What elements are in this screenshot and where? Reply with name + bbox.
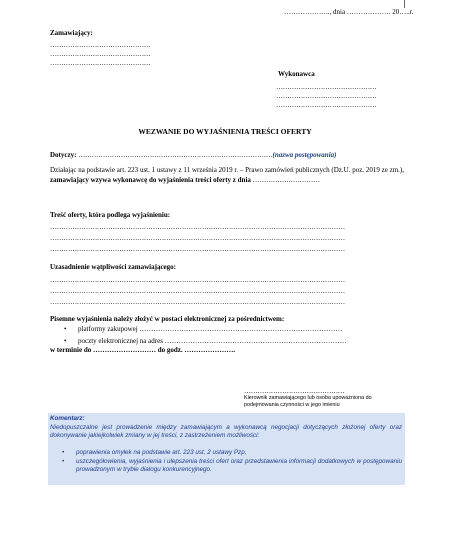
- comment-heading: Komentarz:: [50, 415, 85, 422]
- offer-content-line: ……………………………………………………………………………………………………………………: [50, 223, 345, 231]
- doubts-line: ……………………………………………………………………………………………………………………: [50, 298, 345, 306]
- list-item: • platformy zakupowej ……………………………………………………………………………: [60, 325, 347, 334]
- ordering-party-line: ………………………………………: [50, 59, 151, 67]
- offer-content-label: Treść oferty, która podlega wyjaśnieniu:: [50, 211, 171, 219]
- offer-content-line: ……………………………………………………………………………………………………………………: [50, 245, 345, 253]
- offer-date-dots: …………………………: [252, 175, 320, 184]
- intro-paragraph: [50, 166, 404, 185]
- concerns-label: Dotyczy:: [50, 151, 77, 159]
- concerns-dots: ……………………………………………………………………………: [78, 151, 273, 159]
- comment-list: [52, 449, 402, 475]
- document-title: WEZWANIE DO WYJAŚNIENIA TREŚCI OFERTY: [138, 127, 312, 136]
- list-item: • uszczegółowienia, wyjaśnienia i ulepszenia treści ofert oraz przedstawienia informacji dodatkowych w postępowaniu prowadzonym w trybie dialogu konkurencyjnego.: [58, 458, 402, 474]
- list-item: • poprawienia omyłek na podstawie art. 223 ust. 2 ustawy Pzp,: [58, 449, 402, 457]
- signature-dots: ………………………………………: [244, 387, 345, 395]
- written-explanations-label: Pisemne wyjaśnienia należy złożyć w postaci elektronicznej za pośrednictwem:: [50, 315, 285, 323]
- ordering-party-line: ………………………………………: [50, 50, 151, 58]
- submission-channels-list: [50, 325, 347, 346]
- concerns-row: [50, 151, 336, 160]
- signature-caption-2: podejmowania czynności w jego imieniu: [244, 402, 340, 408]
- contractor-line: ………………………………………: [276, 83, 377, 91]
- doubts-line: ……………………………………………………………………………………………………………………: [50, 276, 345, 284]
- doubts-label: Uzasadnienie wątpliwości zamawiającego:: [50, 263, 176, 271]
- contractor-line: ………………………………………: [276, 101, 377, 109]
- offer-content-line: ……………………………………………………………………………………………………………………: [50, 234, 345, 242]
- procedure-name-placeholder: (nazwa postępowania): [272, 151, 337, 159]
- deadline-line: w terminie do ……………………… do godz. ………………….: [50, 346, 236, 354]
- ordering-party-label: Zamawiający:: [50, 29, 93, 37]
- comment-box: [48, 413, 405, 485]
- contractor-label: Wykonawca: [278, 70, 315, 78]
- list-item: • poczty elektronicznej na adres ……………………………………………………………………: [60, 337, 347, 346]
- contractor-line: ………………………………………: [276, 92, 377, 100]
- date-line: ……………….., dnia ………………. 20…..r.: [284, 8, 414, 16]
- doubts-line: ……………………………………………………………………………………………………………………: [50, 287, 345, 295]
- comment-text: Niedopuszczalne jest prowadzenie między zamawiającym a wykonawcą negocjacji dotyczących złożonej oferty oraz dokonywanie jakiejkolwiek zmiany w jej treści, z zastrzeżeniem możliwości:: [50, 424, 402, 440]
- intro-text: Działając na podstawie art. 223 ust. 1 ustawy z 11 września 2019 r. – Prawo zamówień publicznych (Dz.U. poz. 2019 ze zm.),: [50, 166, 404, 174]
- signature-caption-1: Kierownik zamawiającego lub osoba upoważniona do: [244, 395, 372, 401]
- page-edge-line: [404, 0, 405, 8]
- ordering-party-line: ………………………………………: [50, 41, 151, 49]
- intro-bold-text: zamawiający wzywa wykonawcę do wyjaśnienia treści oferty z dnia: [50, 175, 251, 184]
